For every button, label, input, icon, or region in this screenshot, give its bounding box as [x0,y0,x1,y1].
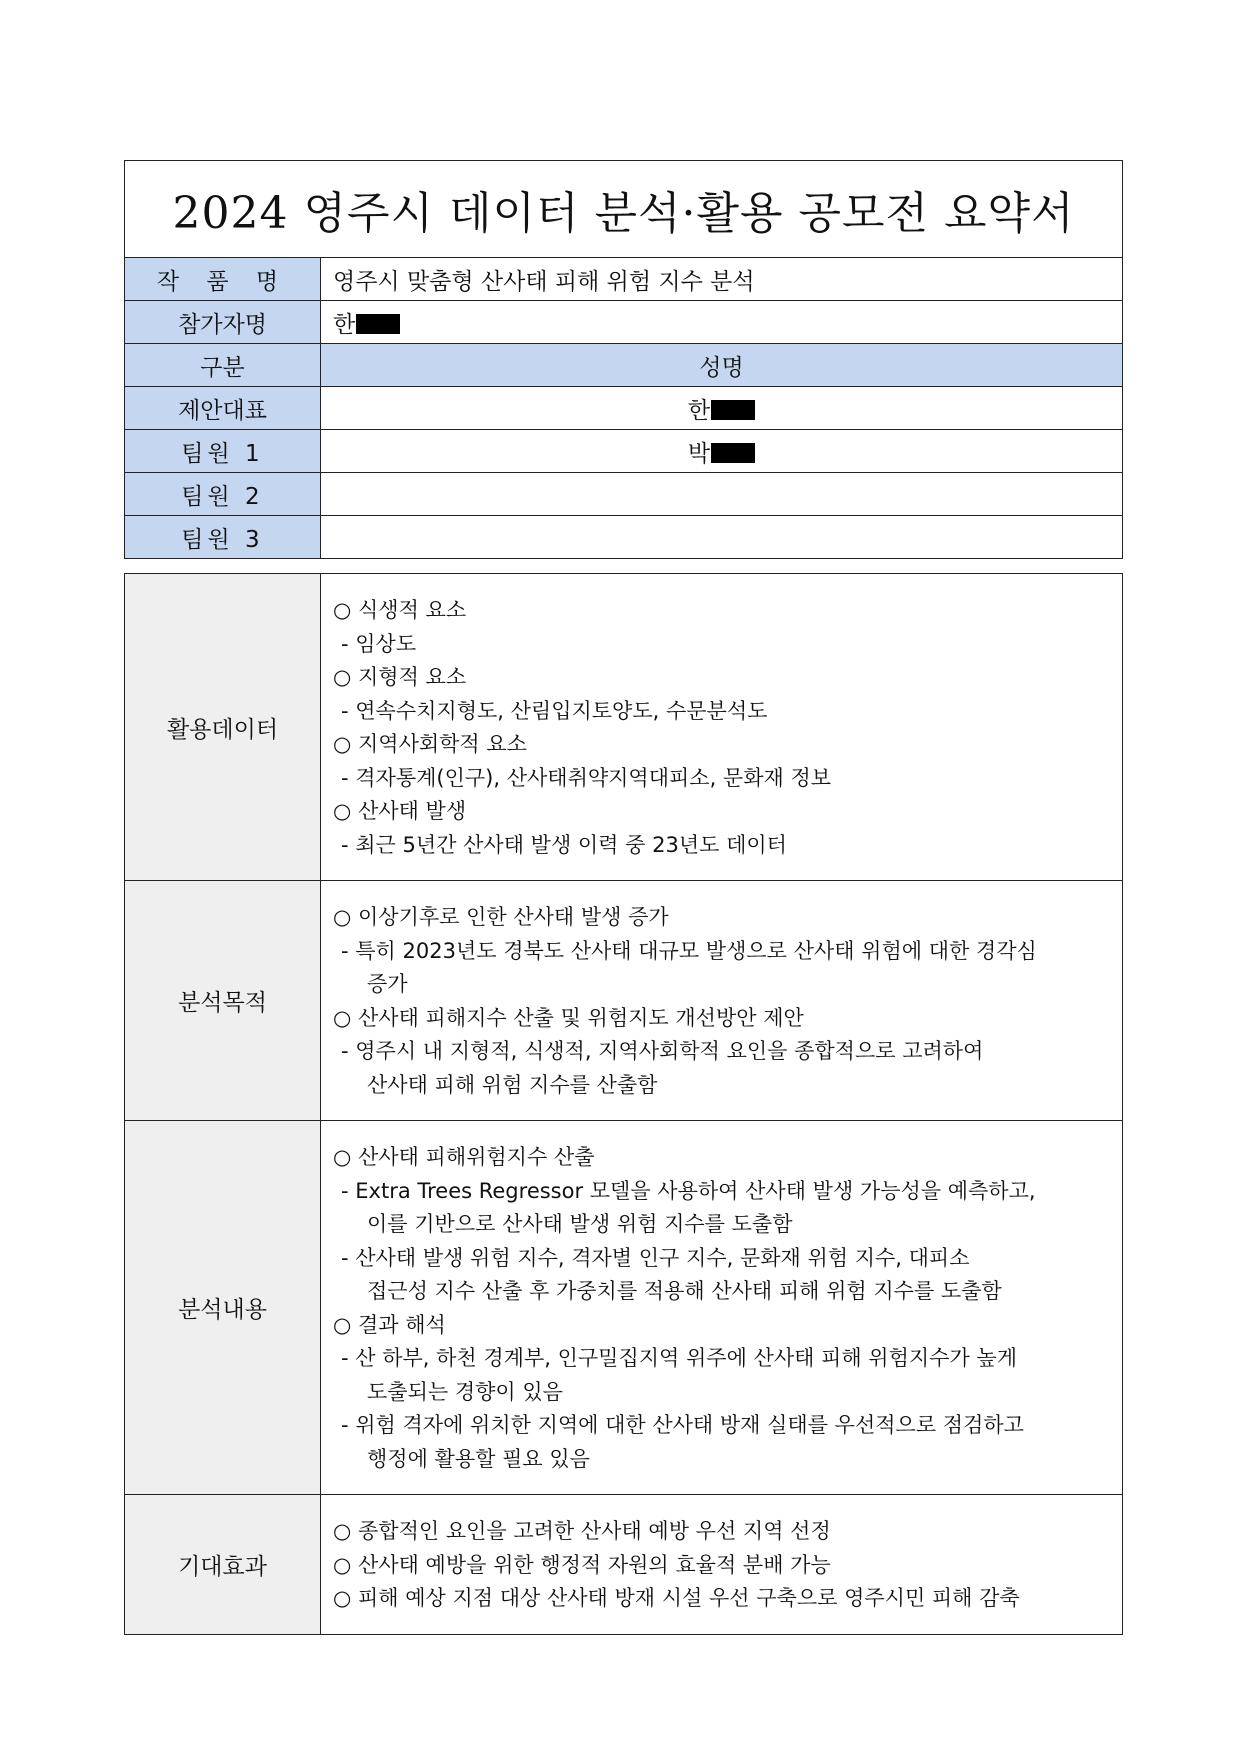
team-role: 제안대표 [125,387,321,430]
bullet-item: ○ 산사태 예방을 위한 행정적 자원의 효율적 분배 가능 [333,1549,1112,1583]
participant-label: 참가자명 [125,301,321,344]
continuation-line: 산사태 피해 위험 지수를 산출함 [367,1072,658,1097]
dash-item: - 연속수치지형도, 산림입지토양도, 수문분석도 [333,695,1112,729]
team-row [125,473,1123,516]
redaction-bar [356,314,400,334]
team-name: 한 [687,397,711,424]
dash-item: - 임상도 [333,628,1112,662]
team-name-cell [321,387,1123,430]
team-name: 박 [687,440,711,467]
dash-item: - 최근 5년간 산사태 발생 이력 중 23년도 데이터 [333,829,1112,863]
dash-item: - Extra Trees Regressor 모델을 사용하여 산사태 발생 가능성을 예측하고, [333,1175,1112,1209]
section-body [321,881,1123,1121]
team-row [125,430,1123,473]
team-name-cell [321,430,1123,473]
team-role: 팀원 1 [125,430,321,473]
section-row [125,574,1123,881]
section-label: 분석목적 [125,881,321,1121]
participant-name: 한 [333,311,356,338]
dash-item: - 산사태 발생 위험 지수, 격자별 인구 지수, 문화재 위험 지수, 대피소 [333,1242,1112,1276]
team-row [125,387,1123,430]
section-row [125,1495,1123,1635]
bullet-item: ○ 종합적인 요인을 고려한 산사태 예방 우선 지역 선정 [333,1515,1112,1549]
section-row [125,1121,1123,1495]
sections-table [124,573,1123,1635]
team-role: 팀원 2 [125,473,321,516]
bullet-item: ○ 식생적 요소 [333,594,1112,628]
section-label: 기대효과 [125,1495,321,1635]
continuation-line: 증가 [367,972,408,996]
team-row [125,516,1123,559]
bullet-item: ○ 피해 예상 지점 대상 산사태 방재 시설 우선 구축으로 영주시민 피해 감축 [333,1582,1112,1616]
continuation-line: 행정에 활용할 필요 있음 [367,1446,590,1471]
work-name-value: 영주시 맞춤형 산사태 피해 위험 지수 분석 [321,258,1123,301]
dash-item: - 산 하부, 하천 경계부, 인구밀집지역 위주에 산사태 피해 위험지수가 높게 [333,1342,1112,1376]
team-name [321,473,1123,516]
redaction-bar [711,400,755,420]
continuation-line: 이를 기반으로 산사태 발생 위험 지수를 도출함 [367,1212,793,1236]
dash-item: - 격자통계(인구), 산사태취약지역대피소, 문화재 정보 [333,762,1112,796]
continuation-line: 도출되는 경향이 있음 [367,1379,563,1404]
dash-item: - 특히 2023년도 경북도 산사태 대규모 발생으로 산사태 위험에 대한 경각심 [333,935,1112,969]
bullet-item: ○ 산사태 발생 [333,795,1112,829]
bullet-item: ○ 이상기후로 인한 산사태 발생 증가 [333,901,1112,935]
redaction-bar [711,443,755,463]
participant-value [321,301,1123,344]
work-name-label: 작 품 명 [125,258,321,301]
section-row [125,881,1123,1121]
name-header: 성명 [321,344,1123,387]
section-body [321,574,1123,881]
team-role: 팀원 3 [125,516,321,559]
team-name [321,516,1123,559]
dash-item: - 위험 격자에 위치한 지역에 대한 산사태 방재 실태를 우선적으로 점검하고 [333,1409,1112,1443]
section-body [321,1121,1123,1495]
summary-document [124,160,1122,1635]
document-title: 2024 영주시 데이터 분석·활용 공모전 요약서 [125,161,1123,258]
bullet-item: ○ 지형적 요소 [333,661,1112,695]
section-label: 분석내용 [125,1121,321,1495]
bullet-item: ○ 결과 해석 [333,1309,1112,1343]
dash-item: - 영주시 내 지형적, 식생적, 지역사회학적 요인을 종합적으로 고려하여 [333,1035,1112,1069]
category-header: 구분 [125,344,321,387]
section-body [321,1495,1123,1635]
header-table [124,160,1123,559]
section-label: 활용데이터 [125,574,321,881]
continuation-line: 접근성 지수 산출 후 가중치를 적용해 산사태 피해 위험 지수를 도출함 [367,1279,1002,1303]
bullet-item: ○ 산사태 피해지수 산출 및 위험지도 개선방안 제안 [333,1002,1112,1036]
bullet-item: ○ 산사태 피해위험지수 산출 [333,1141,1112,1175]
bullet-item: ○ 지역사회학적 요소 [333,728,1112,762]
